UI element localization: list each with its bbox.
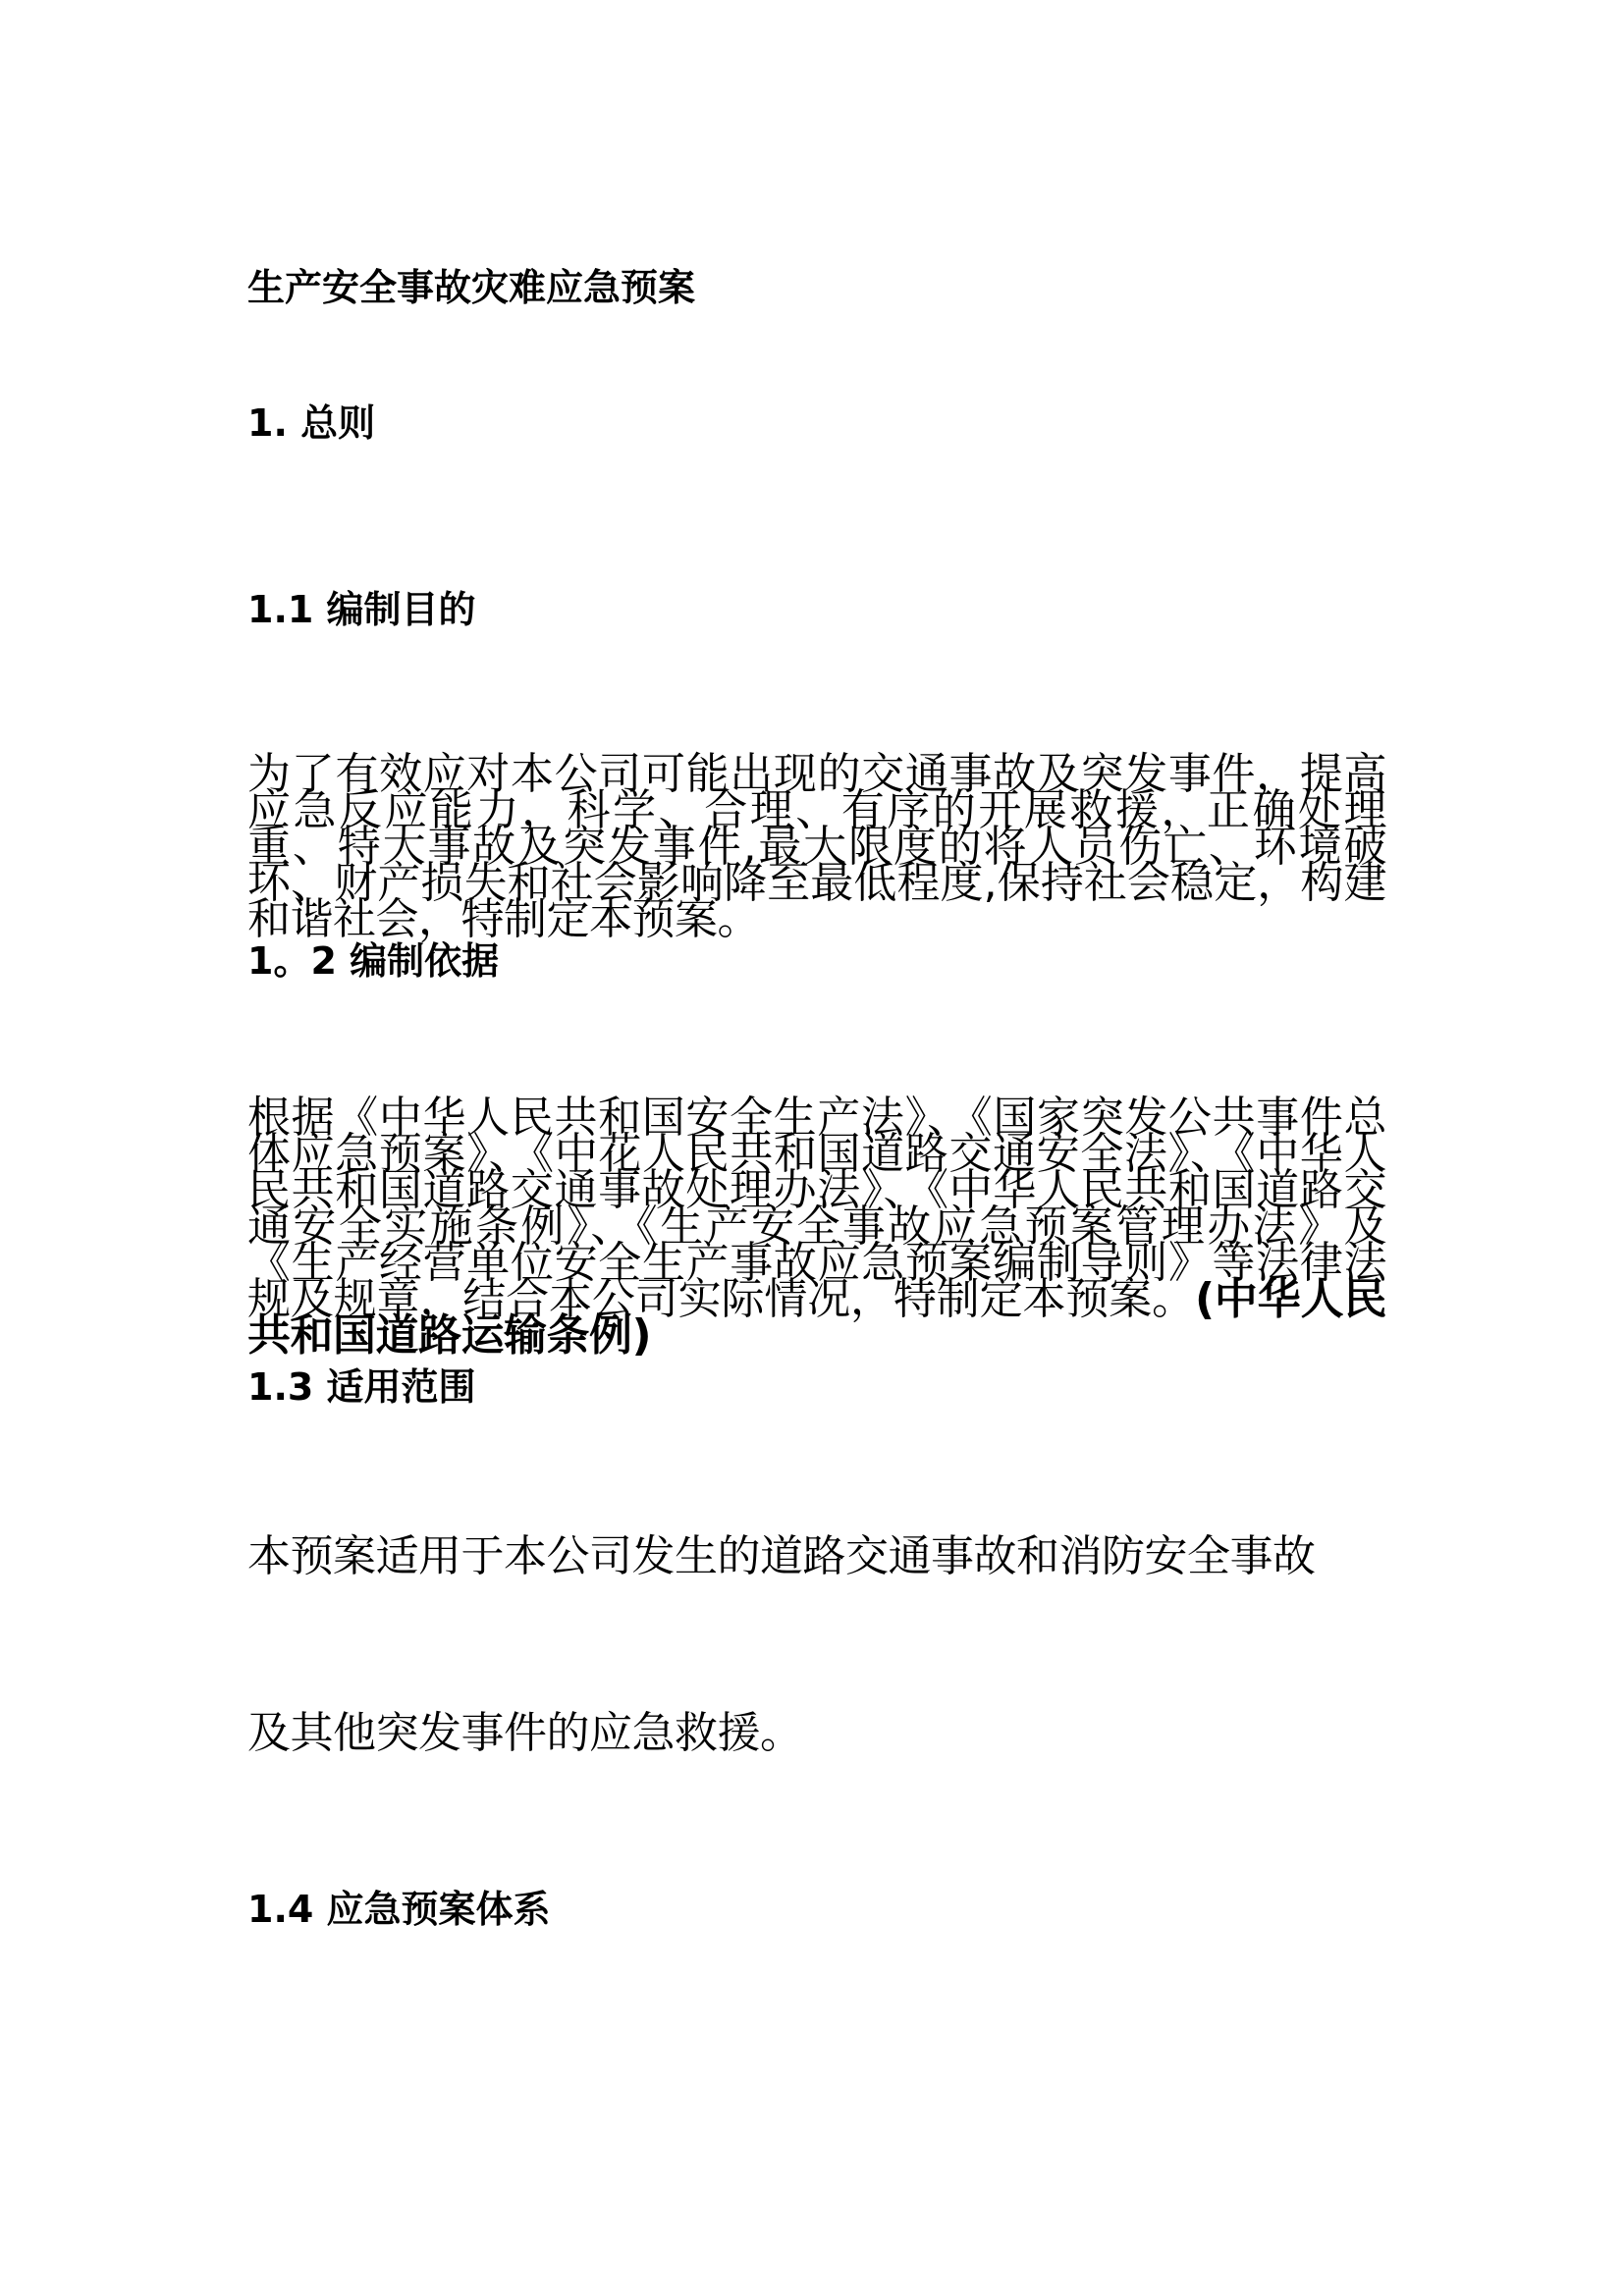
document-title: 生产安全事故灾难应急预案	[247, 266, 696, 309]
section-body-scope-line2: 及其他突发事件的应急救援。	[247, 1708, 803, 1758]
section-heading-scope: 1.3 适用范围	[247, 1365, 476, 1409]
section-heading-basis: 1。2 编制依据	[247, 939, 500, 983]
section-body-scope-line1: 本预案适用于本公司发生的道路交通事故和消防安全事故	[247, 1531, 1316, 1581]
section-body-purpose: 为了有效应对本公司可能出现的交通事故及突发事件，提高应急反应能力，科学、合理、有序的开展救援，正确处理重、特大事故及突发事件,最大限度的将人员伤亡、环境破坏、财产损失和社会影响降至最低程度,保持社会稳定，构建和谐社会，特制定本预案。	[247, 749, 1386, 944]
section-heading-general: 1. 总则	[247, 401, 376, 445]
section-heading-purpose: 1.1 编制目的	[247, 588, 476, 631]
section-body-basis	[247, 1093, 1387, 1361]
section-heading-plan-system: 1.4 应急预案体系	[247, 1888, 551, 1931]
basis-text: 根据《中华人民共和国安全生产法》、《国家突发公共事件总体应急预案》、《中花人民共和国道路交通安全法》、《中华人民共和国道路交通事故处理办法》、《中华人民共和国道路交通安全实施条例》、《生产安全事故应急预案管理办法》及《生产经营单位安全生产事故应急预案编制导则》等法律法规及规章，结合本公司实际情况，特制定本预案。	[247, 1093, 1386, 1324]
basis-bold-note: (中华人民共和国道路运输条例)	[247, 1274, 1387, 1361]
